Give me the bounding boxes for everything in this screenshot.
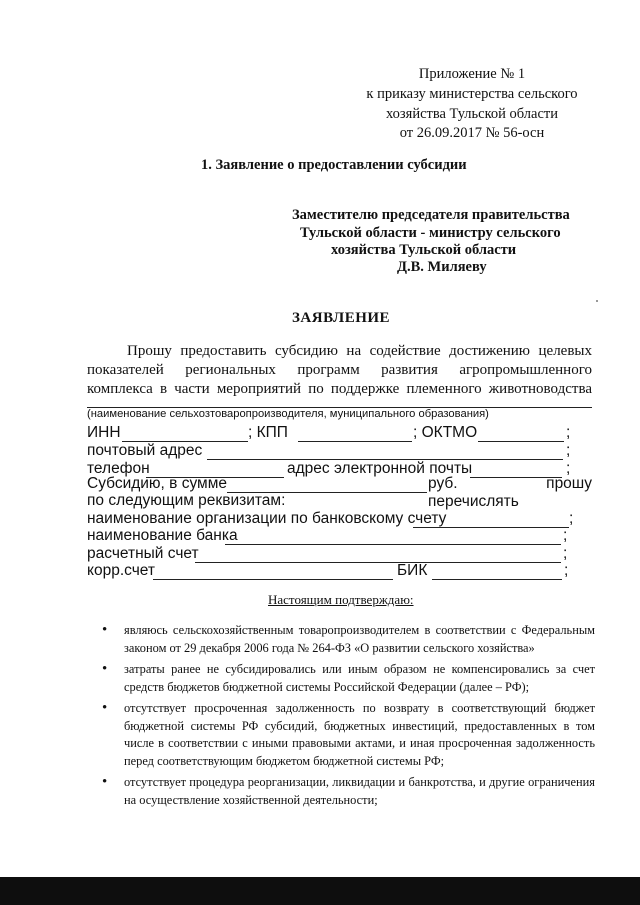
scan-bottom-edge	[0, 877, 640, 905]
confirmation-text: являюсь сельскохозяйственным товаропроизводителем в соответствии с Федеральным законом от 29 декабря 2006 года № 264-ФЗ «О развитии сельского хозяйства»	[124, 623, 595, 655]
appendix-number: Приложение № 1	[418, 66, 526, 82]
oktmo-label: ; ОКТМО	[413, 424, 478, 441]
bullet-icon: •	[102, 700, 108, 716]
phone-label: телефон	[87, 460, 150, 477]
kpp-label: ; КПП	[248, 424, 288, 441]
org-by-account-field[interactable]	[413, 527, 569, 528]
kpp-field[interactable]	[298, 441, 412, 442]
inn-label: ИНН	[87, 424, 121, 441]
addressee-line: Заместителю председателя правительства	[292, 207, 570, 223]
corr-account-field[interactable]	[153, 579, 393, 580]
oktmo-field[interactable]	[478, 441, 564, 442]
semicolon: ;	[566, 442, 571, 459]
bullet-icon: •	[102, 774, 108, 790]
bik-label: БИК	[397, 562, 428, 579]
semicolon: ;	[566, 460, 571, 477]
semicolon: ;	[563, 545, 568, 562]
confirmation-text: отсутствует процедура реорганизации, ликвидации и банкротства, и другие ограничения на осуществление хозяйственной деятельности;	[124, 775, 595, 807]
addressee-name: Д.В. Миляеву	[397, 259, 487, 275]
confirmation-item	[100, 700, 595, 770]
bullet-icon: •	[102, 661, 108, 677]
semicolon: ;	[569, 510, 574, 527]
confirmation-text: затраты ранее не субсидировались или иным образом не компенсировались за счет средств бюджетов бюджетной системы Российской Федерации (далее – РФ);	[124, 662, 595, 694]
request-paragraph	[87, 342, 592, 399]
document-title: ЗАЯВЛЕНИЕ	[292, 310, 391, 326]
account-label: расчетный счет	[87, 545, 199, 562]
request-line: Прошу предоставить субсидию на содействие достижению целевых	[127, 343, 592, 359]
email-label: адрес электронной почты	[287, 460, 473, 477]
addressee-line: Тульской области - министру сельского	[300, 225, 561, 241]
account-field[interactable]	[195, 562, 561, 563]
appendix-order-ref: к приказу министерства сельского	[366, 86, 578, 102]
confirmation-text: отсутствует просроченная задолженность по возврату в соответствующий бюджет бюджетной системы РФ субсидий, бюджетных инвестиций, предоставленных в том числе в соответствии с иными правовыми актами, и иная просроченная задолженность перед соответствующим бюджетом бюджетной системы РФ;	[124, 701, 595, 768]
semicolon: ;	[563, 527, 568, 544]
by-details-label: по следующим реквизитам:	[87, 492, 286, 509]
confirmation-item	[100, 622, 595, 657]
corr-account-label: корр.счет	[87, 562, 155, 579]
appendix-ministry: хозяйства Тульской области	[385, 106, 559, 122]
postal-address-label: почтовый адрес	[87, 442, 203, 459]
confirm-heading: Настоящим подтверждаю:	[268, 592, 414, 607]
org-by-account-label: наименование организации по банковскому счету	[87, 510, 447, 527]
confirmation-item	[100, 661, 595, 696]
addressee-line: хозяйства Тульской области	[331, 242, 517, 258]
confirmation-list	[100, 622, 595, 813]
semicolon: ;	[564, 562, 569, 579]
bullet-icon: •	[102, 622, 108, 638]
request-line: комплекса в части мероприятий по поддержке племенного животноводства	[87, 381, 592, 397]
subsidy-sum-label: Субсидию, в сумме	[87, 475, 227, 492]
bank-name-field[interactable]	[225, 544, 561, 545]
bik-field[interactable]	[432, 579, 562, 580]
semicolon: ;	[566, 424, 571, 441]
section-title: 1. Заявление о предоставлении субсидии	[201, 157, 467, 173]
appendix-date-number: от 26.09.2017 № 56-осн	[399, 125, 545, 141]
rub-transfer-text: руб. прошу перечислять	[428, 475, 592, 510]
applicant-caption: (наименование сельхозтоваропроизводителя, муниципального образования)	[87, 408, 489, 420]
request-line: показателей региональных программ развития агропромышленного	[87, 362, 592, 378]
confirmation-item	[100, 774, 595, 809]
scan-speck	[596, 300, 598, 302]
bank-name-label: наименование банка	[87, 527, 238, 544]
